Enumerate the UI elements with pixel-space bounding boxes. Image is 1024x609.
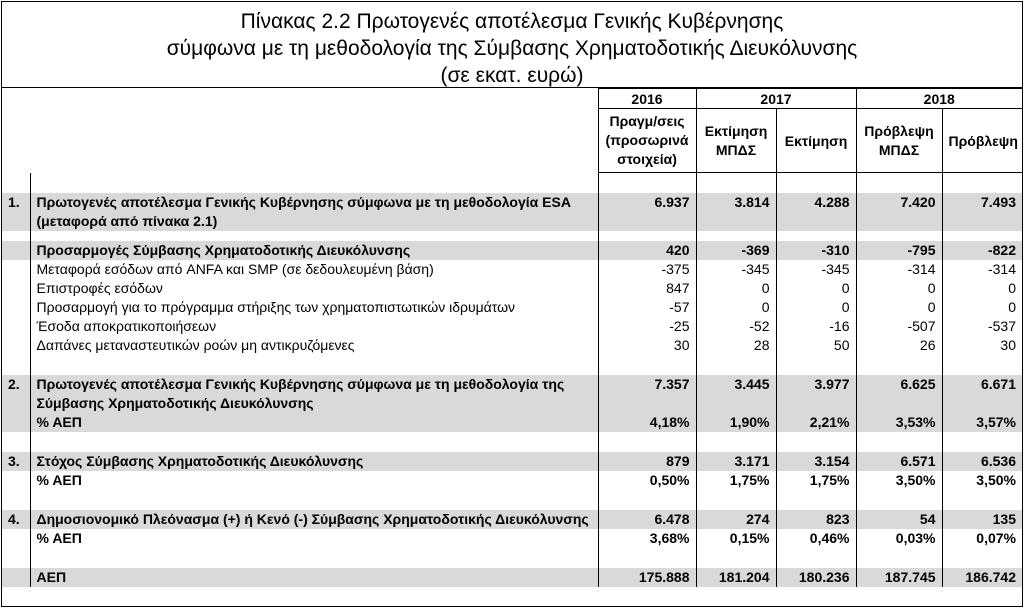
year-2018: 2018 bbox=[856, 89, 1022, 109]
primary-balance-table: 2016 2017 2018 Πραγμ/σεις (προσωρινά στοιχεία) Εκτίμηση ΜΠΔΣ Εκτίμηση Πρόβλεψη ΜΠΔΣ Πρόβλεψη 1. Πρωτογενές αποτέλεσμα Γενικής Κυβέρνησης σύμφωνα με τη μεθοδολογία ESA 6.937 3.814 4.288 7.420 7.493 (μεταφορά από πίνακα 2.1) Προσαρμογές Σύμβασης Χρηματοδοτικής Διευκόλυνσης 420 -369 -310 -795 -822 Μεταφορά εσόδων από ANFA και SMP (σε δεδουλευμένη βάση) -375 -345 -345 -314 -314 Επιστροφές εσόδων 847 0 0 0 0 Προσαρμογή για το πρόγραμμα στήριξης των χρηματοπιστωτικών ιδρυμάτων -57 0 0 0 0 Έσοδα αποκρατικοποιήσεων -25 -52 -16 -507 -537 Δαπάνες μεταναστευτικών ροών μη αντικρυζόμενες 30 28 50 26 30 2. Πρωτογενές αποτέλεσμα Γενικής Κυβέρνησης σύμφωνα με τη μεθοδολογία της 7.357 3.445 3.977 6.625 6.671 Σύμβασης Χρηματοδοτικής Διευκόλυνσης % ΑΕΠ 4,18% 1,90% 2,21% 3,53% 3,57% 3. Στόχος Σύμβασης Χρηματοδοτικής Διευκόλυνσης 879 3.171 3.154 6.571 6.536 % ΑΕΠ 0,50% 1,75% 1,75% 3,50% 3,50% 4. Δημοσιονομικό Πλεόνασμα (+) ή Κενό (-) Σύμβασης Χρηματοδοτικής Διευκόλυνσης 6.478 274 823 54 135 % ΑΕΠ 3,68% 0,15% 0,46% 0,03% 0,07% ΑΕΠ 175.888 181.204 180.236 187.745 186.742 bbox=[2, 88, 1022, 587]
table-row: 3. Στόχος Σύμβασης Χρηματοδοτικής Διευκόλυνσης 879 3.171 3.154 6.571 6.536 bbox=[2, 452, 1022, 471]
table-row: % ΑΕΠ 4,18% 1,90% 2,21% 3,53% 3,57% bbox=[2, 413, 1022, 432]
table-row: Προσαρμογές Σύμβασης Χρηματοδοτικής Διευκόλυνσης 420 -369 -310 -795 -822 bbox=[2, 241, 1022, 260]
title-line-3: (σε εκατ. ευρώ) bbox=[440, 64, 584, 87]
table-row: 1. Πρωτογενές αποτέλεσμα Γενικής Κυβέρνησης σύμφωνα με τη μεθοδολογία ESA 6.937 3.814 4.288 7.420 7.493 bbox=[2, 193, 1022, 212]
row-label: Πρωτογενές αποτέλεσμα Γενικής Κυβέρνησης σύμφωνα με τη μεθοδολογία της bbox=[30, 375, 598, 394]
row-label: Δημοσιονομικό Πλεόνασμα (+) ή Κενό (-) Σύμβασης Χρηματοδοτικής Διευκόλυνσης bbox=[30, 510, 598, 529]
row-label: Προσαρμογές Σύμβασης Χρηματοδοτικής Διευκόλυνσης bbox=[30, 241, 598, 260]
table-row: ΑΕΠ 175.888 181.204 180.236 187.745 186.742 bbox=[2, 568, 1022, 587]
table-title bbox=[2, 2, 1022, 88]
year-2017: 2017 bbox=[696, 89, 856, 109]
table-row: % ΑΕΠ 0,50% 1,75% 1,75% 3,50% 3,50% bbox=[2, 471, 1022, 490]
col-2017-estimate-mtfs: Εκτίμηση ΜΠΔΣ bbox=[696, 109, 776, 173]
table-row: Προσαρμογή για το πρόγραμμα στήριξης των χρηματοπιστωτικών ιδρυμάτων -57 0 0 0 0 bbox=[2, 298, 1022, 317]
document-page bbox=[1, 1, 1023, 607]
row-label: ΑΕΠ bbox=[30, 568, 598, 587]
col-2017-estimate: Εκτίμηση bbox=[776, 109, 856, 173]
year-2016: 2016 bbox=[598, 89, 696, 109]
title-line-2: σύμφωνα με τη μεθοδολογία της Σύμβασης Χρηματοδοτικής Διευκόλυνσης bbox=[166, 37, 858, 60]
table-row: Μεταφορά εσόδων από ANFA και SMP (σε δεδουλευμένη βάση) -375 -345 -345 -314 -314 bbox=[2, 260, 1022, 279]
table-row: % ΑΕΠ 3,68% 0,15% 0,46% 0,03% 0,07% bbox=[2, 529, 1022, 548]
col-2018-forecast-mtfs: Πρόβλεψη ΜΠΔΣ bbox=[856, 109, 942, 173]
table-row: Επιστροφές εσόδων 847 0 0 0 0 bbox=[2, 279, 1022, 298]
table-row: Δαπάνες μεταναστευτικών ροών μη αντικρυζόμενες 30 28 50 26 30 bbox=[2, 336, 1022, 355]
title-line-1: Πίνακας 2.2 Πρωτογενές αποτέλεσμα Γενικής Κυβέρνησης bbox=[240, 10, 784, 33]
col-2018-forecast: Πρόβλεψη bbox=[942, 109, 1022, 173]
table-row: Έσοδα αποκρατικοποιήσεων -25 -52 -16 -507 -537 bbox=[2, 317, 1022, 336]
row-label: Στόχος Σύμβασης Χρηματοδοτικής Διευκόλυνσης bbox=[30, 452, 598, 471]
table-row: 4. Δημοσιονομικό Πλεόνασμα (+) ή Κενό (-) Σύμβασης Χρηματοδοτικής Διευκόλυνσης 6.478 274 823 54 135 bbox=[2, 510, 1022, 529]
col-2016-actual: Πραγμ/σεις (προσωρινά στοιχεία) bbox=[598, 109, 696, 173]
row-label: Πρωτογενές αποτέλεσμα Γενικής Κυβέρνησης σύμφωνα με τη μεθοδολογία ESA bbox=[30, 193, 598, 212]
table-row: 2. Πρωτογενές αποτέλεσμα Γενικής Κυβέρνησης σύμφωνα με τη μεθοδολογία της 7.357 3.445 3.977 6.625 6.671 bbox=[2, 375, 1022, 394]
